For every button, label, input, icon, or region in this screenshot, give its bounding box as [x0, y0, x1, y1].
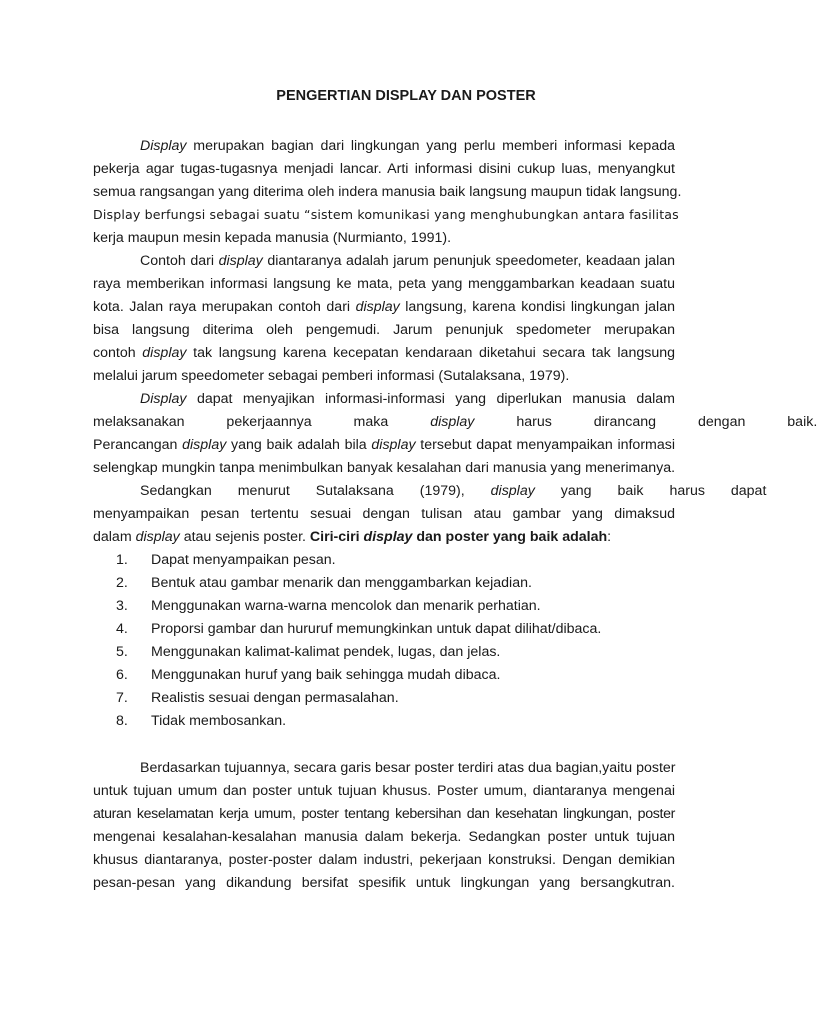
list-item-number: 7.: [116, 690, 128, 706]
text-run: tak langsung karena kecepatan kendaraan diketahui secara tak langsung: [186, 345, 675, 361]
list-item: Realistis sesuai dengan permasalahan.: [151, 690, 399, 706]
paragraph-5-line-6: pesan-pesan yang dikandung bersifat spesifik untuk lingkungan yang bersangkutran.: [93, 875, 675, 891]
italic-term: display: [371, 437, 416, 453]
paragraph-5-line-3: aturan keselamatan kerja umum, poster tentang kebersihan dan kesehatan lingkungan, poster: [93, 806, 675, 822]
list-item-number: 8.: [116, 713, 128, 729]
bold-heading-run: dan poster yang baik adalah: [412, 529, 608, 545]
text-run: langsung, karena kondisi lingkungan jalan: [399, 299, 675, 315]
page-title: PENGERTIAN DISPLAY DAN POSTER: [276, 88, 536, 104]
text-run: :: [607, 529, 612, 545]
list-item: Menggunakan kalimat-kalimat pendek, lugas, dan jelas.: [151, 644, 501, 660]
paragraph-5-line-4: mengenai kesalahan-kesalahan manusia dalam bekerja. Sedangkan poster untuk tujuan: [93, 829, 675, 845]
paragraph-3-line-1: [140, 390, 675, 408]
text-run: dalam: [93, 529, 136, 545]
paragraph-4-line-2: menyampaikan pesan tertentu sesuai dengan tulisan atau gambar yang dimaksud: [93, 506, 675, 522]
text-run: yang baik adalah bila: [226, 437, 372, 453]
list-item-number: 2.: [116, 575, 128, 591]
paragraph-3-line-4: selengkap mungkin tanpa menimbulkan banyak kesalahan dari manusia yang menerimanya.: [93, 460, 676, 476]
paragraph-3-line-3: [93, 436, 675, 454]
paragraph-1-line-3: semua rangsangan yang diterima oleh indera manusia baik langsung maupun tidak langsung.: [93, 184, 682, 200]
paragraph-2-line-3: [93, 298, 675, 316]
text-run: tersebut dapat menyampaikan informasi: [415, 437, 675, 453]
paragraph-5-line-1: Berdasarkan tujuannya, secara garis besar poster terdiri atas dua bagian,yaitu poster: [140, 760, 676, 776]
list-item: Tidak membosankan.: [151, 713, 287, 729]
list-item-number: 4.: [116, 621, 128, 637]
italic-term: display: [490, 483, 535, 499]
paragraph-5-line-2: untuk tujuan umum dan poster untuk tujuan khusus. Poster umum, diantaranya mengenai: [93, 783, 675, 799]
list-item: Dapat menyampaikan pesan.: [151, 552, 336, 568]
paragraph-2-line-1: [140, 252, 675, 270]
italic-term: Display: [140, 391, 187, 407]
list-item-number: 6.: [116, 667, 128, 683]
text-run: atau sejenis poster.: [179, 529, 310, 545]
paragraph-5-line-5: khusus diantaranya, poster-poster dalam industri, pekerjaan konstruksi. Dengan demikian: [93, 852, 675, 868]
bold-heading-run: Ciri-ciri: [309, 529, 364, 545]
italic-term: display: [135, 529, 180, 545]
paragraph-3-line-2: [93, 413, 817, 431]
text-run: yang baik harus dapat: [534, 483, 767, 499]
list-item: Menggunakan warna-warna mencolok dan menarik perhatian.: [151, 598, 541, 614]
text-run: melaksanakan pekerjaannya maka: [93, 414, 431, 430]
text-run: harus dirancang dengan baik.: [474, 414, 817, 430]
italic-term: display: [218, 253, 263, 269]
paragraph-1-line-1: [140, 137, 675, 155]
list-item: Bentuk atau gambar menarik dan menggambarkan kejadian.: [151, 575, 532, 591]
italic-term: display: [142, 345, 187, 361]
italic-term: display: [355, 299, 400, 315]
text-run: Perancangan: [93, 437, 183, 453]
italic-term: display: [182, 437, 227, 453]
text-run: kota. Jalan raya merupakan contoh dari: [93, 299, 356, 315]
text-run: Sedangkan menurut Sutalaksana (1979),: [140, 483, 491, 499]
list-item: Menggunakan huruf yang baik sehingga mudah dibaca.: [151, 667, 501, 683]
list-item: Proporsi gambar dan hururuf memungkinkan untuk dapat dilihat/dibaca.: [151, 621, 602, 637]
list-item-number: 5.: [116, 644, 128, 660]
paragraph-1-line-4: Display berfungsi sebagai suatu “sistem komunikasi yang menghubungkan antara fasilitas: [93, 207, 679, 222]
paragraph-1-line-2: pekerja agar tugas-tugasnya menjadi lancar. Arti informasi disini cukup luas, menyangkut: [93, 161, 675, 177]
paragraph-2-line-5: [93, 344, 675, 362]
italic-term: display: [430, 414, 475, 430]
paragraph-1-line-5: kerja maupun mesin kepada manusia (Nurmianto, 1991).: [93, 230, 452, 246]
paragraph-4-line-1: [140, 482, 767, 500]
bold-italic-term: display: [363, 529, 413, 545]
italic-term: Display: [140, 138, 187, 154]
paragraph-2-line-6: melalui jarum speedometer sebagai pemberi informasi (Sutalaksana, 1979).: [93, 368, 570, 384]
paragraph-2-line-2: raya memberikan informasi langsung ke mata, peta yang menggambarkan keadaan suatu: [93, 276, 675, 292]
text-run: dapat menyajikan informasi-informasi yang diperlukan manusia dalam: [186, 391, 675, 407]
text-run: diantaranya adalah jarum penunjuk speedometer, keadaan jalan: [262, 253, 675, 269]
list-item-number: 1.: [116, 552, 128, 568]
paragraph-4-line-3: [93, 528, 675, 546]
text-run: merupakan bagian dari lingkungan yang perlu memberi informasi kepada: [186, 138, 675, 154]
paragraph-2-line-4: bisa langsung diterima oleh pengemudi. Jarum penunjuk spedometer merupakan: [93, 322, 675, 338]
text-run: Contoh dari: [140, 253, 219, 269]
list-item-number: 3.: [116, 598, 128, 614]
text-run: contoh: [93, 345, 143, 361]
